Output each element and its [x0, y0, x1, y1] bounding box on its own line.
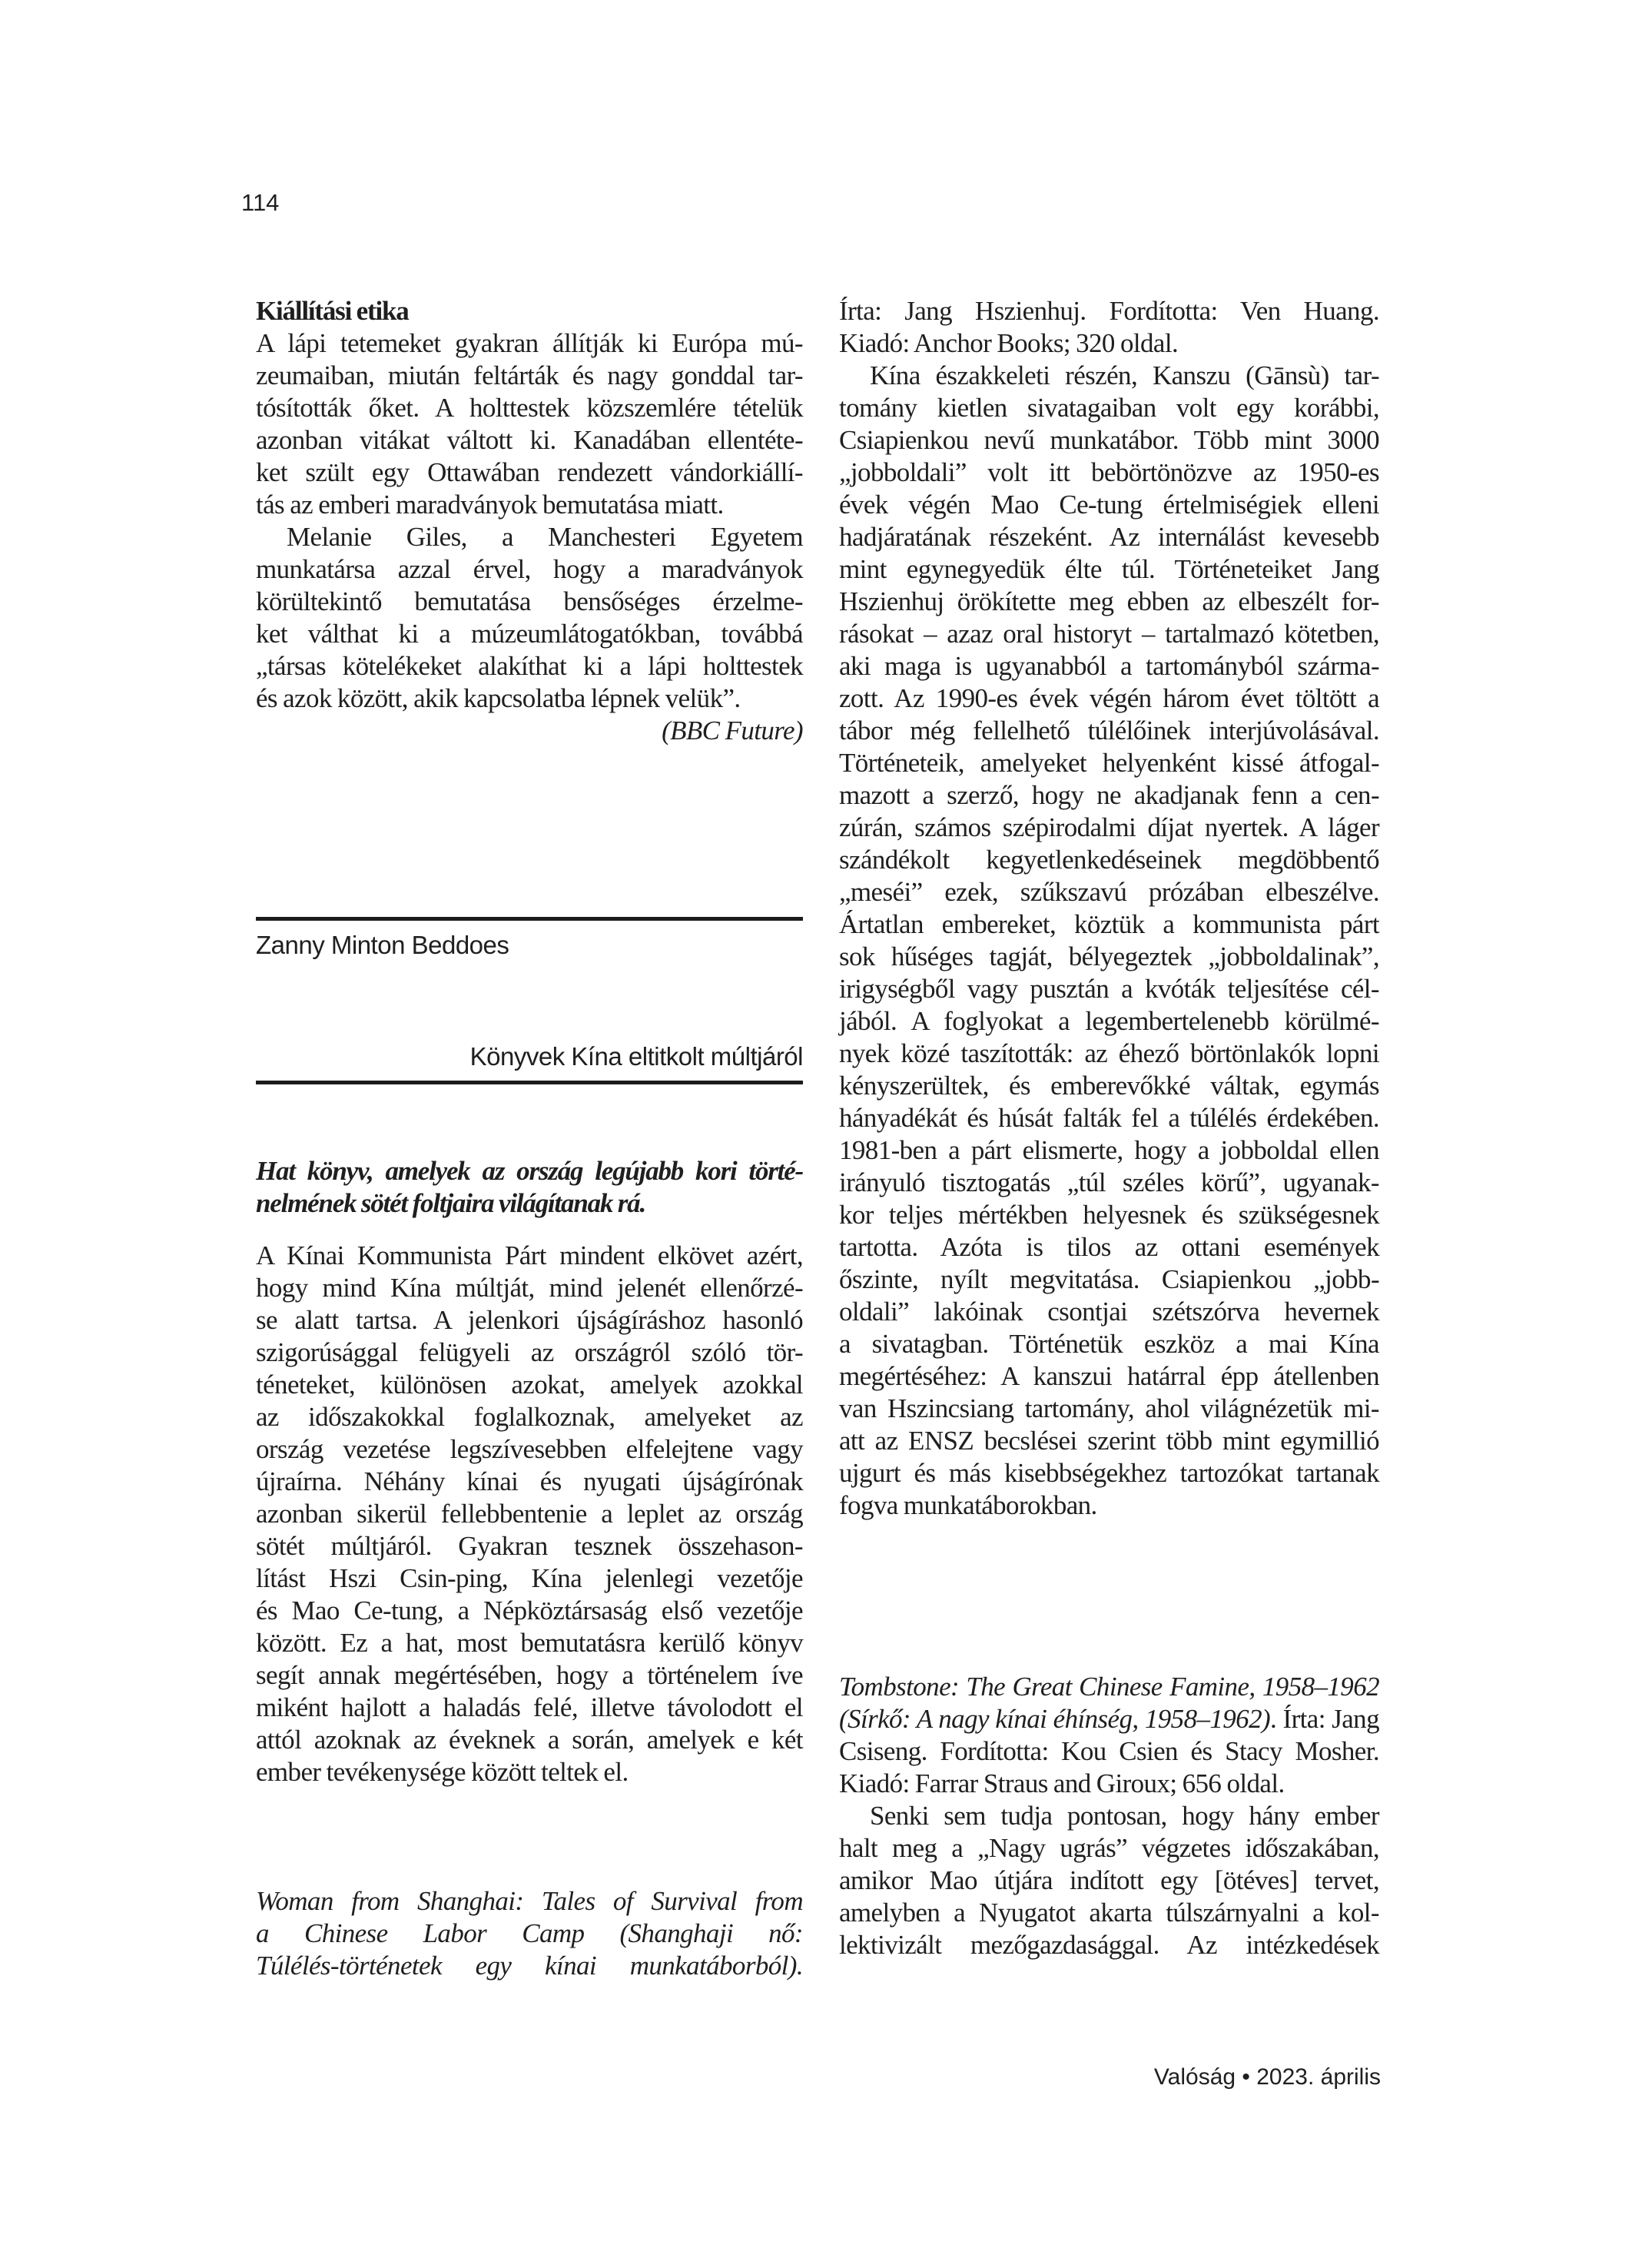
text-line: ket válthat ki a múzeumlátogatókban, továbbá [256, 619, 803, 649]
text-line: 1981-ben a párt elismerte, hogy a jobboldal ellen [839, 1135, 1379, 1165]
text-line: segít annak megértésében, hogy a történelem íve [256, 1660, 803, 1690]
text-line: zott. Az 1990-es évek végén három évet töltött a [839, 683, 1379, 713]
text-line: van Hszincsiang tartomány, ahol világnézetük mi- [839, 1393, 1379, 1423]
text-line: téneteket, különösen azokat, amelyek azokkal [256, 1370, 803, 1400]
prev-article-section [256, 295, 803, 747]
text-line: tomány kietlen sivatagaiban volt egy korábbi, [839, 393, 1379, 423]
text-line: tartotta. Azóta is tilos az ottani események [839, 1232, 1379, 1262]
text-line: évek végén Mao Ce-tung értelmiségiek elleni [839, 490, 1379, 520]
book-title-hungarian: (Sírkő: A nagy kínai éhínség, 1958–1962) [839, 1704, 1271, 1734]
book-title-line: a Chinese Labor Camp (Shanghaji nő: [256, 1918, 803, 1948]
text-line: se alatt tartsa. A jelenkori újságíráshoz hasonló [256, 1305, 803, 1335]
text-line: között. Ez a hat, most bemutatásra kerülő könyv [256, 1628, 803, 1658]
text-line: tábor még fellelhető túlélőinek interjúvolásával. [839, 716, 1379, 745]
page-footer: Valóság • 2023. április [1153, 2064, 1381, 2090]
article-title: Könyvek Kína eltitkolt múltjáról [469, 1042, 803, 1071]
text-line: A Kínai Kommunista Párt mindent elkövet azért, [256, 1240, 803, 1270]
text-line: kényszerültek, és emberevőkké váltak, egymás [839, 1071, 1379, 1101]
text-line: tás az emberi maradványok bemutatása miatt. [256, 490, 724, 520]
text-line: attól azoknak az éveknek a során, amelyek e két [256, 1725, 803, 1755]
book-title-credits-line [839, 1703, 1379, 1735]
text-line: „jobboldali” volt itt bebörtönözve az 1950-es [839, 457, 1379, 487]
text-line: Melanie Giles, a Manchesteri Egyetem [287, 522, 803, 552]
text-line: sötét múltjáról. Gyakran tesznek összehason- [256, 1531, 803, 1561]
book-credits-line: Kiadó: Anchor Books; 320 oldal. [839, 328, 1179, 358]
text-line: az időszakokkal foglalkoznak, amelyeket az [256, 1402, 803, 1432]
article-intro [256, 1240, 803, 1788]
text-line: irányuló tisztogatás „túl széles körű”, ugyanak- [839, 1167, 1379, 1197]
text-line: zeumaiban, miután feltárták és nagy gonddal tar- [256, 360, 803, 390]
text-line: azonban vitákat váltott ki. Kanadában ellentéte- [256, 425, 803, 455]
book-credits-fragment: . Írta: Jang [1270, 1704, 1379, 1734]
text-line: halt meg a „Nagy ugrás” végzetes időszakában, [839, 1833, 1379, 1863]
text-line: rásokat – azaz oral historyt – tartalmazó kötetben, [839, 619, 1379, 649]
text-line: munkatársa azzal érvel, hogy a maradványok [256, 554, 803, 584]
text-line: jából. A foglyokat a legembertelenebb körülmé- [839, 1006, 1379, 1036]
text-line: szigorúsággal felügyeli az országról szóló tör- [256, 1337, 803, 1367]
book-1-details [839, 295, 1379, 1522]
text-line: Senki sem tudja pontosan, hogy hány ember [870, 1801, 1379, 1831]
text-line: és azok között, akik kapcsolatba lépnek velük”. [256, 683, 741, 713]
header-rule-top [256, 917, 803, 921]
text-line: oldali” lakóinak csontjai szétszórva hevernek [839, 1297, 1379, 1327]
book-credits-line: Írta: Jang Hszienhuj. Fordította: Ven Huang. [839, 296, 1379, 326]
text-line: körültekintő bemutatása bensőséges érzelme- [256, 586, 803, 616]
text-line: mazott a szerző, hogy ne akadjanak fenn a cen- [839, 780, 1379, 810]
text-line: a sivatagban. Történetük eszköz a mai Kína [839, 1329, 1379, 1359]
text-line: azonban sikerül fellebbentenie a leplet az ország [256, 1499, 803, 1529]
lead-line: nelmének sötét foltjaira világítanak rá. [256, 1188, 646, 1218]
book-credits-line: Csiseng. Fordította: Kou Csien és Stacy Mosher. [839, 1736, 1379, 1766]
book-2-details [839, 1671, 1379, 1961]
source-credit: (BBC Future) [662, 716, 803, 745]
text-line: nyek közé taszították: az éhező börtönlakók lopni [839, 1038, 1379, 1068]
text-line: ember tevékenysége között teltek el. [256, 1757, 629, 1787]
text-line: amelyben a Nyugatot akarta túlszárnyalni a kol- [839, 1898, 1379, 1928]
text-line: miként hajlott a haladás felé, illetve távolodott el [256, 1692, 803, 1722]
text-line: sok hűséges tagját, bélyegeztek „jobboldalinak”, [839, 941, 1379, 971]
text-line: ket szült egy Ottawában rendezett vándorkiállí- [256, 457, 803, 487]
text-line: megértéséhez: A kanszui határral épp átellenben [839, 1361, 1379, 1391]
text-line: Csiapienkou nevű munkatábor. Több mint 3000 [839, 425, 1379, 455]
page-number: 114 [241, 189, 280, 216]
book-1-title [256, 1885, 803, 1982]
book-title-line: Tombstone: The Great Chinese Famine, 1958–1962 [839, 1672, 1379, 1702]
text-line: „meséi” ezek, szűkszavú prózában elbeszélve. [839, 877, 1379, 907]
text-line: fogva munkatáborokban. [839, 1490, 1097, 1520]
text-line: ujgurt és más kisebbségekhez tartozókat tartanak [839, 1458, 1379, 1488]
text-line: mint egynegyedük élte túl. Történeteiket Jang [839, 554, 1379, 584]
text-line: irigységből vagy pusztán a kvóták teljesítése cél- [839, 974, 1379, 1004]
book-title-line: Túlélés-történetek egy kínai munkatáborból). [256, 1951, 803, 1981]
text-line: újraírna. Néhány kínai és nyugati újságírónak [256, 1466, 803, 1496]
text-line: ország vezetése legszívesebben elfelejtene vagy [256, 1434, 803, 1464]
text-line: őszinte, nyílt megvitatása. Csiapienkou „jobb- [839, 1264, 1379, 1294]
text-line: aki maga is ugyanabból a tartományból szárma- [839, 651, 1379, 681]
book-title-line: Woman from Shanghai: Tales of Survival from [256, 1886, 803, 1916]
text-line: Hszienhuj örökítette meg ebben az elbeszélt for- [839, 586, 1379, 616]
article-lead [256, 1155, 803, 1220]
text-line: amikor Mao útjára indított egy [ötéves] tervet, [839, 1865, 1379, 1895]
text-line: Ártatlan embereket, köztük a kommunista párt [839, 909, 1379, 939]
text-line: kor teljes mértékben helyesnek és szükségesnek [839, 1200, 1379, 1230]
section-heading: Kiállítási etika [256, 296, 409, 326]
text-line: hadjáratának részeként. Az internálást kevesebb [839, 522, 1379, 552]
text-line: hányadékát és húsát falták fel a túlélés érdekében. [839, 1103, 1379, 1133]
left-column [256, 0, 803, 2268]
lead-line: Hat könyv, amelyek az ország legújabb kori törté- [256, 1156, 803, 1186]
text-line: lítást Hszi Csin-ping, Kína jelenlegi vezetője [256, 1563, 803, 1593]
text-line: A lápi tetemeket gyakran állítják ki Európa mú- [256, 328, 803, 358]
text-line: lektivizált mezőgazdasággal. Az intézkedések [839, 1930, 1379, 1960]
text-line: zúrán, számos szépirodalmi díjat nyertek. A láger [839, 812, 1379, 842]
text-line: tósították őket. A holttestek közszemlére tételük [256, 393, 803, 423]
text-line: Kína északkeleti részén, Kanszu (Gānsù) tar- [870, 360, 1379, 390]
text-line: szándékolt kegyetlenkedéseinek megdöbbentő [839, 845, 1379, 875]
book-credits-line: Kiadó: Farrar Straus and Giroux; 656 oldal. [839, 1768, 1285, 1798]
header-rule-bottom [256, 1081, 803, 1084]
text-line: Történeteik, amelyeket helyenként kissé átfogal- [839, 748, 1379, 778]
text-line: hogy mind Kína múltját, mind jelenét ellenőrzé- [256, 1273, 803, 1303]
right-column [839, 0, 1379, 2268]
text-line: és Mao Ce-tung, a Népköztársaság első vezetője [256, 1596, 803, 1625]
text-line: att az ENSZ becslései szerint több mint egymillió [839, 1426, 1379, 1456]
text-line: „társas kötelékeket alakíthat ki a lápi holttestek [256, 651, 803, 681]
article-author: Zanny Minton Beddoes [256, 931, 509, 959]
